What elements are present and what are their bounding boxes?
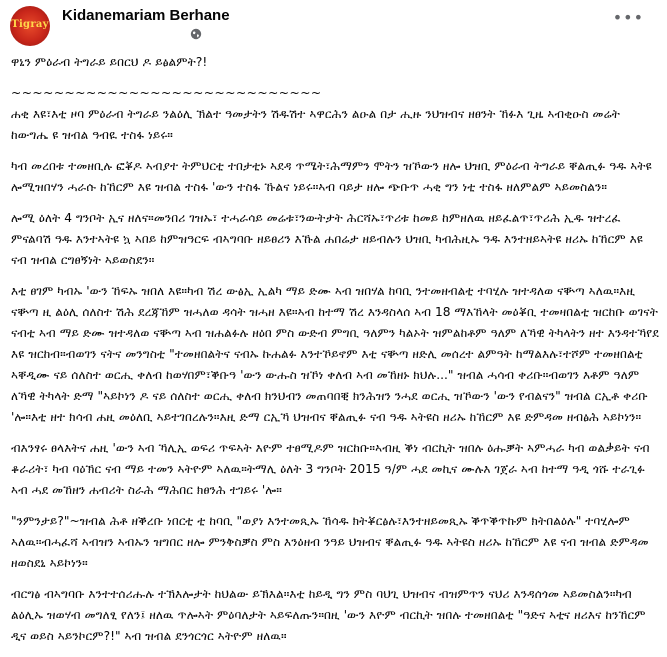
- globe-icon[interactable]: [190, 28, 202, 40]
- author-name[interactable]: Kidanemariam Berhane: [62, 7, 230, 24]
- post-timestamp-placeholder: [62, 34, 118, 44]
- post-paragraph: ሐቂ እዩ፣እቲ ዞባ ምዕራብ ትግራይ ንልዕሊ ኽልተ ዓመታትን ሽዱሽተ ኣዋርሕን ልዑል በታ ሒዙ ንህዝብና ዘፀንት ኸፉእ ጊዜ ኣብቂዑስ መሬት ከውግሔ ዩ ዝብል ዓብዪ ተስፋ ነይሩ።: [11, 107, 621, 142]
- post-paragraph: ሎሚ ዕለት 4 ግንቦት ኢና ዘለና።መንበሪ ገዝኡ፣ ተሓራሳይ መሬቱ፣ንውትታት ሕርሻኡ፣ጥሪቱ ከመይ ከምዘለዉ ዘይፈልጥ፣ጥሪሕ ኢዱ ዝተረፈ ምናልባሽ ዓዱ እንተኣትዩ ኳ ኣበይ ከምዝዓርፍ ብኣግባቡ ዘይፀሪን እኹል ሐበሬታ ዘይብሉን ህዝቢ ካብሕዚኡ ዓዱ እንተዘይኣትዩ ዘሪኡ ከኸርም እዩ ናብ ዝብል ርግፀኝነት ኣይወስደን።: [11, 211, 643, 267]
- post-header: [10, 4, 660, 48]
- post-title-line: ዋኒን ምዕራብ ትግራይ ይበርህ ዶ ይፅልምት?!: [11, 55, 208, 69]
- post-meta: [62, 29, 118, 45]
- post-paragraph: "ንምንታይ?"~ዝብል ሕቶ ዘቕረቡ ነበርቲ ቲ ከባቢ "ወያነ እንተመጺኡ ኸሳዱ ክትቖርፅሉ፣እንተዘይመጺኡ ቕጥቕጥኩም ክትበልዕሉ" ተባሂሎም ኣለዉ።ብሓፈሻ ኣብዝን ኣብኡን ዝግበር ዘሎ ምንቅስቓስ ምስ እንዕዘብ ንዓይ ህዝብና ቐልጢፉ ዓዱ ኣትዩስ ዘሪኡ ከኸርም እዩ ናብ ዝብል ድምዳመ ዘወስደኒ ኣይኮነን።: [11, 514, 649, 570]
- post-paragraph: ካብ መረበቱ ተመዘቢሉ ፎቖዶ ኣብያተ ትምህርቲ ተበታቲኑ ኣደዳ ጥሜት፣ሕማምን ሞትን ዝኾውን ዘሎ ህዝቢ ምዕራብ ትግራይ ቐልጢፉ ዓዱ ኣትዩ ሎሚዝበሃን ሓራሱ ከኸርም እዩ ዝብል ተስፋ 'ውን ተስፋ ኹልና ነይሩ።ኣብ ባይታ ዘሎ ጭቡጥ ሓቂ ግን ነቲ ተስፋ ዘለምልም ኣይመስልን።: [11, 159, 652, 194]
- post-paragraph: እቲ ፀገም ካብኡ 'ውን ኸፍኡ ዝበለ እዩ።ካብ ሽረ ውፅኢ ኢልካ ማይ ድሙ ኣብ ዝበሃል ከባቢ ንተመዘብልቲ ተባሂሉ ዝተዳለወ ናቝጣ ኣለዉ።እዚ ናቝጣ ዚ ልዕሊ ሰለስተ ሽሕ ደረጃኸም ዝሓለወ ዳሳት ዝሓዘ እዩ።ኣብ ከተማ ሽረ እንዳስላሰ ኣብ 18 ማእኸላት መዕቖቢ ተመዛበልቲ ዝርከቡ ወገናት ናብቲ ኣብ ማይ ድሙ ዝተዳለወ ናቝጣ ኣብ ዝሐልፉሉ ዘዕበ ምስ ውድብ ምግቢ ዓለምን ካልኦት ዝምልከቶም ዓለም ለኻዊ ትካላትን ዘተ እንዳተኻየደ እዩ ዝርከብ።ብወገን ናትና መንግስቲ "ተመዘበልትና ናብኡ ኩሐልፉ እንተኾይኖም እቲ ናቝጣ ዘድሊ መሰረተ ልምዓት ከማልእሉ፣ተሾም ተመዘበልቲ ኣቐዲሙ ናይ ሰለስተ ወርሒ ቀለብ ከወሃበም፣ቕቡዓ 'ውን ውሑስ ዝኾነ ቀለብ ኣብ መኸዘኑ ክህሉ..." ዝብል ሓሳብ ቀሪቡ።ብወገን እቶም ዓለም ለኻዊ ትካላት ድማ "ኣይኮነን ዶ ናይ ሰለስተ ወርሒ ቀለብ ክንህብን መጠባበቒ ክንሕዝን ንሓደ ወርሒ ዝኾውን 'ውን የብልናን" ዝብል ርኢቶ ቀሪቡ 'ሎ።እቲ ዘተ ክሳብ ሐዚ መዕለቢ ኣይተገበረሉን።እዚ ድማ ርኢኻ ህዝብና ቐልጢፉ ናብ ዓዱ ኣትዩስ ዘሪኡ ከኸርም እዩ ድምዳመ ዘብፅሕ ኣይኮነን።: [11, 284, 659, 424]
- avatar[interactable]: [10, 6, 50, 46]
- separator-line: ~~~~~~~~~~~~~~~~~~~~~~~~~~~~~: [11, 86, 322, 100]
- post-paragraph: ብርግፅ ብኣግባቡ እንተተሰሪሑሉ ተኽእሎታት ከህልው ይኽእል።እቲ ከይዲ ግን ምስ ባህጊ ህዝብና ብዝምጥን ናህሪ እንዳሰጎመ ኣይመስልን።ካብ ልዕሊኡ ዝወሃብ መግለፂ የለን፤ ዘለዉ ጥሎኣት ምዕባለታት ኣይፍለጡን።በዚ 'ውን እዮም ብርኪት ዝበሉ ተመዘበልቲ "ዓድና ኣቲና ዘሪእና ከንኸርም ዲና ወይስ ኣይንኮርም?!" ኣብ ዝብል ደንጎርጎር ኣትዮም ዘለዉ።: [11, 587, 646, 643]
- more-options-icon[interactable]: •••: [612, 8, 644, 27]
- post-body: [11, 52, 659, 657]
- avatar-logo-text: Tigray: [11, 19, 49, 30]
- post-paragraph: ብእንፃሩ ፀላእትና ሐዚ 'ውን ኣብ ኻሊኢ ወፍሪ ጥፍኣት እዮም ተፀሚዶም ዝርከቡ።ኣብዚ ቕነ ብርኪት ዝበሉ ዕሑቓት ኣምሓራ ካብ ወልቃይት ናብ ቆራሪት፣ ካብ ባዕኽር ናብ ማይ ተመን ኣትዮም ኣለዉ።ትማሊ ዕለት 3 ግንቦት 2015 ዓ/ም ሓደ መኪና ሙሉእ ገጀራ ኣብ ከተማ ዓዲ ጎሹ ተራጊፉ ኣብ ሓደ መኸዘን ሐብሪት ስራሕ ማሕበር ክፀንሕ ተገይሩ 'ሎ።: [11, 441, 650, 497]
